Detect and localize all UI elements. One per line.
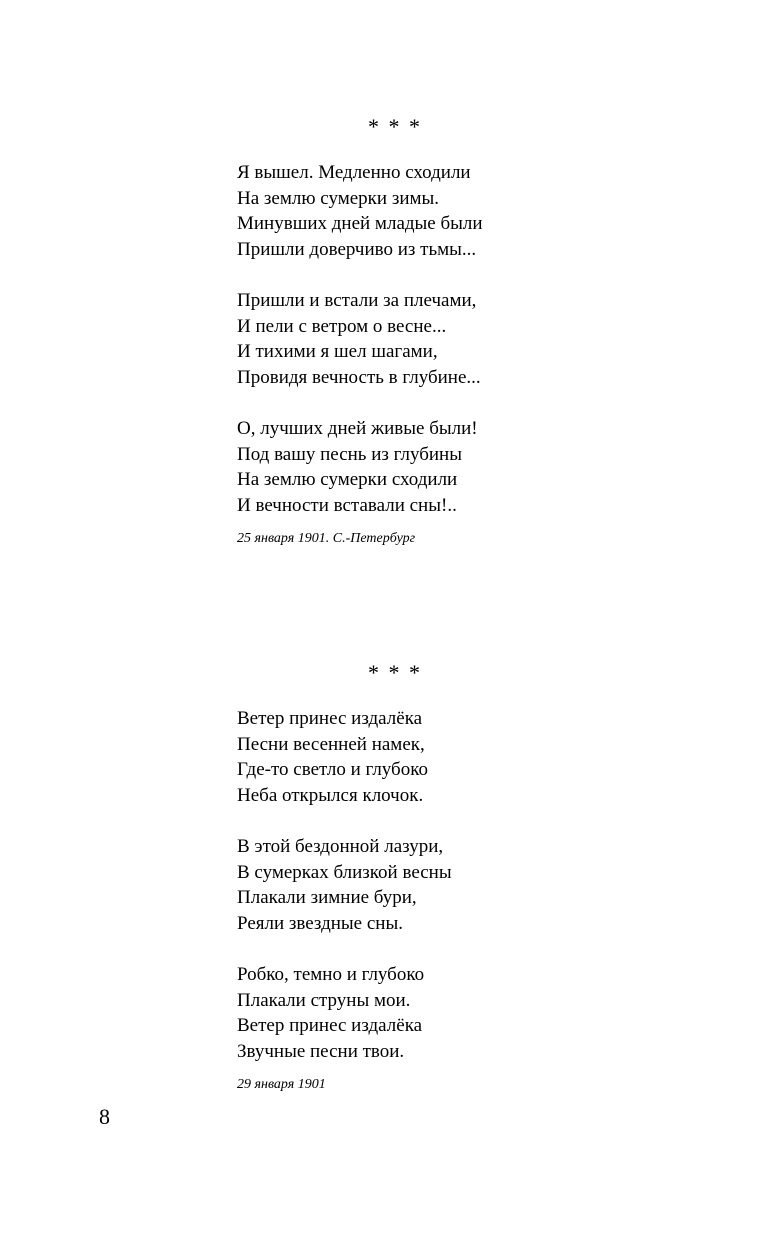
verse-line: Ветер принес издалёка — [237, 1015, 423, 1037]
verse-line: Пришли и встали за плечами, — [237, 290, 477, 311]
verse-line: О, лучших дней живые были! — [237, 418, 478, 439]
poem-date: 25 января 1901. С.-Петербург — [237, 531, 416, 546]
poem-separator: * * * — [368, 114, 422, 139]
verse-line: Ветер принес издалёка — [237, 708, 423, 729]
verse-line: Где-то светло и глубоко — [237, 759, 428, 781]
stanza-3 — [237, 416, 677, 518]
verse-line: И тихими я шел шагами, — [237, 341, 438, 363]
verse-line: Минувших дней младые были — [237, 213, 483, 235]
verse-line: В этой бездонной лазури, — [237, 836, 444, 857]
verse-line: На землю сумерки сходили — [237, 469, 458, 491]
verse-line: Пришли доверчиво из тьмы... — [237, 238, 477, 260]
verse-line: Песни весенней намек, — [237, 733, 425, 755]
verse-line: В сумерках близкой весны — [237, 861, 452, 883]
stanza-3 — [237, 962, 677, 1064]
verse-line: Плакали зимние бури, — [237, 887, 417, 909]
verse-line: И вечности вставали сны!.. — [237, 494, 457, 516]
stanza-2 — [237, 834, 677, 936]
stanza-2 — [237, 288, 677, 390]
verse-line: Робко, темно и глубоко — [237, 964, 425, 985]
verse-line: Я вышел. Медленно сходили — [237, 162, 471, 183]
page-number: 8 — [99, 1104, 110, 1129]
verse-line: На землю сумерки зимы. — [237, 187, 440, 209]
stanza-1 — [237, 160, 677, 262]
poem-date: 29 января 1901 — [237, 1077, 326, 1092]
verse-line: И пели с ветром о весне... — [237, 315, 447, 337]
verse-line: Под вашу песнь из глубины — [237, 443, 462, 465]
verse-line: Звучные песни твои. — [237, 1040, 405, 1062]
stanza-1 — [237, 706, 677, 808]
poem-separator: * * * — [368, 660, 422, 685]
verse-line: Реяли звездные сны. — [237, 912, 403, 934]
verse-line: Неба открылся клочок. — [237, 784, 424, 806]
verse-line: Плакали струны мои. — [237, 989, 411, 1011]
verse-line: Провидя вечность в глубине... — [237, 366, 481, 388]
